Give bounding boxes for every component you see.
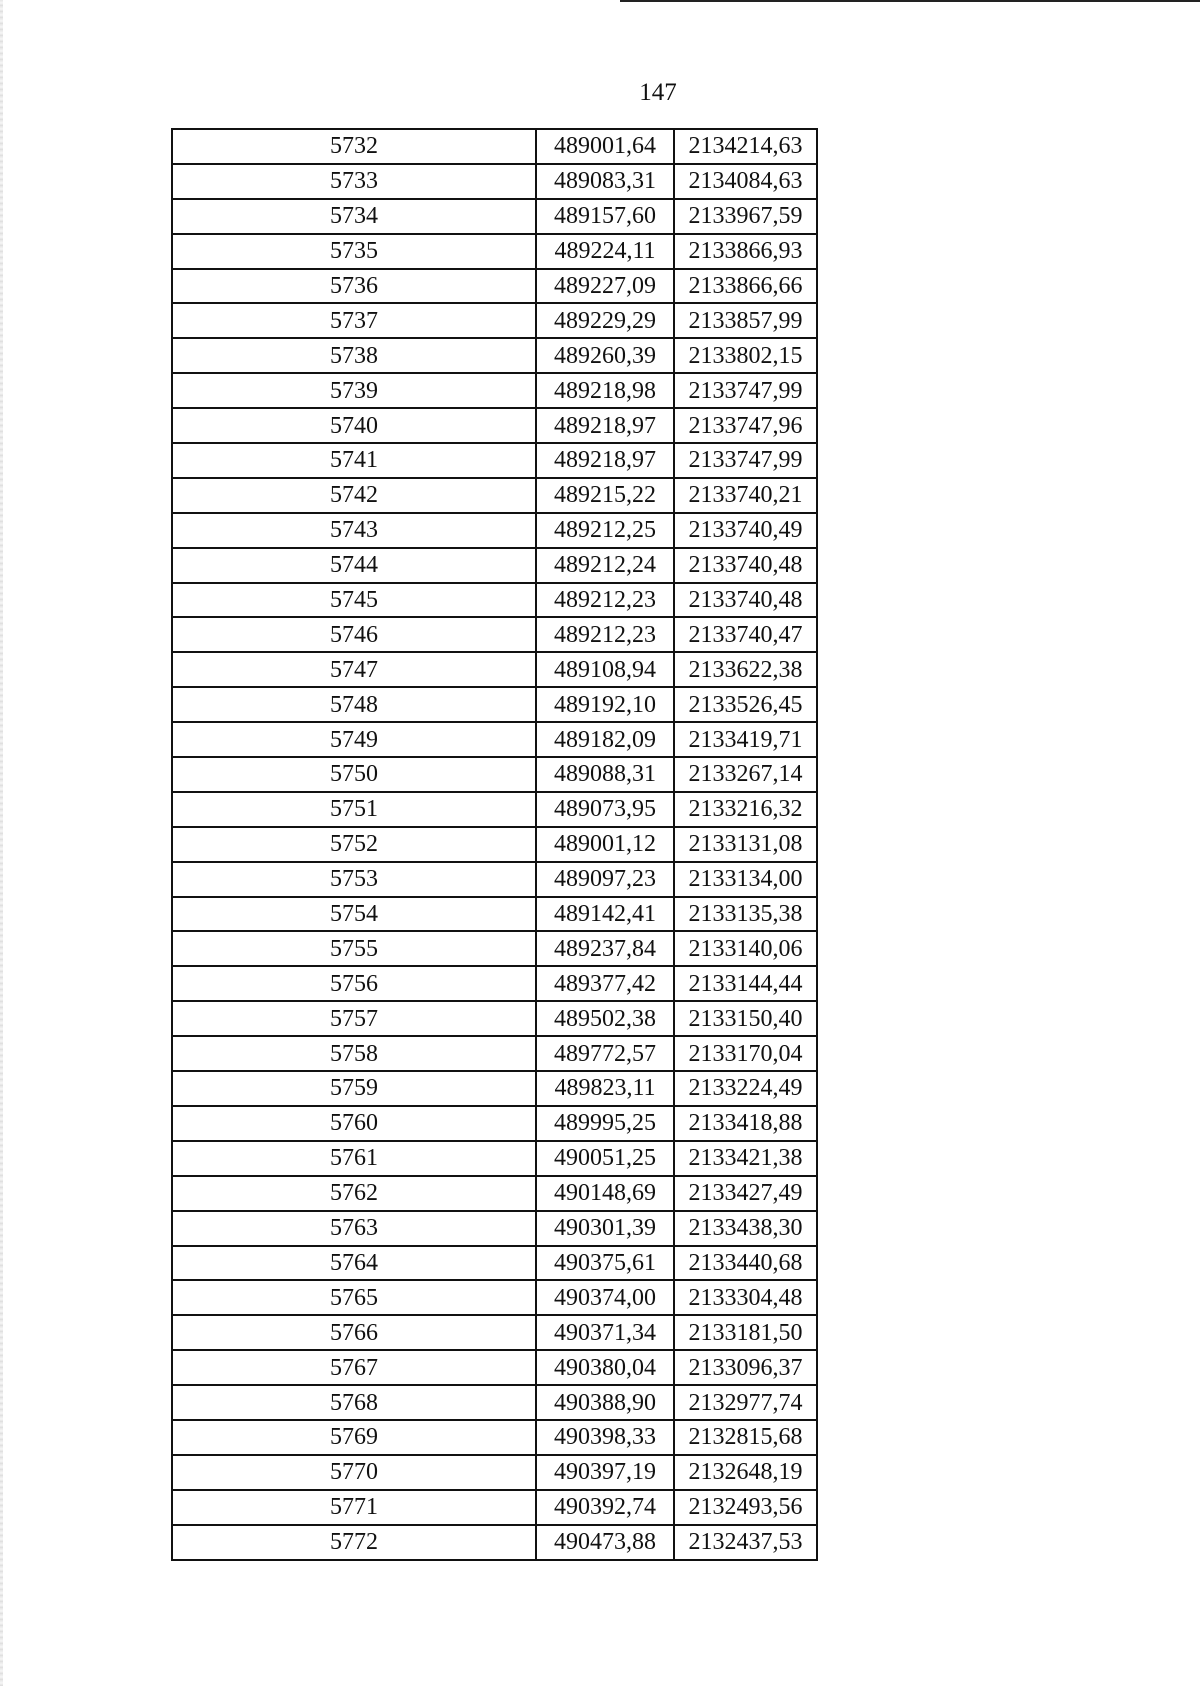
table-row <box>172 1106 817 1141</box>
x-coordinate-cell: 489212,25 <box>536 513 674 548</box>
point-number-cell: 5767 <box>172 1350 536 1385</box>
y-coordinate-cell: 2133866,93 <box>674 234 817 269</box>
coordinates-table <box>171 128 818 1561</box>
y-coordinate-cell: 2133440,68 <box>674 1246 817 1281</box>
y-coordinate-cell: 2133802,15 <box>674 338 817 373</box>
x-coordinate-cell: 489227,09 <box>536 269 674 304</box>
table-row <box>172 931 817 966</box>
y-coordinate-cell: 2133267,14 <box>674 757 817 792</box>
y-coordinate-cell: 2133421,38 <box>674 1141 817 1176</box>
x-coordinate-cell: 489224,11 <box>536 234 674 269</box>
x-coordinate-cell: 490392,74 <box>536 1490 674 1525</box>
table-row <box>172 687 817 722</box>
point-number-cell: 5759 <box>172 1071 536 1106</box>
y-coordinate-cell: 2133857,99 <box>674 303 817 338</box>
point-number-cell: 5738 <box>172 338 536 373</box>
point-number-cell: 5750 <box>172 757 536 792</box>
y-coordinate-cell: 2133135,38 <box>674 897 817 932</box>
x-coordinate-cell: 489088,31 <box>536 757 674 792</box>
y-coordinate-cell: 2133740,48 <box>674 548 817 583</box>
x-coordinate-cell: 490148,69 <box>536 1176 674 1211</box>
point-number-cell: 5771 <box>172 1490 536 1525</box>
x-coordinate-cell: 489502,38 <box>536 1001 674 1036</box>
x-coordinate-cell: 489212,24 <box>536 548 674 583</box>
point-number-cell: 5764 <box>172 1246 536 1281</box>
x-coordinate-cell: 489377,42 <box>536 966 674 1001</box>
table-row <box>172 1176 817 1211</box>
y-coordinate-cell: 2133747,99 <box>674 373 817 408</box>
y-coordinate-cell: 2133170,04 <box>674 1036 817 1071</box>
table-row <box>172 1315 817 1350</box>
table-row <box>172 827 817 862</box>
point-number-cell: 5741 <box>172 443 536 478</box>
point-number-cell: 5765 <box>172 1280 536 1315</box>
y-coordinate-cell: 2133740,49 <box>674 513 817 548</box>
table-row <box>172 617 817 652</box>
point-number-cell: 5756 <box>172 966 536 1001</box>
point-number-cell: 5769 <box>172 1420 536 1455</box>
point-number-cell: 5734 <box>172 199 536 234</box>
table-row <box>172 1385 817 1420</box>
point-number-cell: 5745 <box>172 583 536 618</box>
point-number-cell: 5754 <box>172 897 536 932</box>
y-coordinate-cell: 2133144,44 <box>674 966 817 1001</box>
table-row <box>172 269 817 304</box>
top-border-line <box>620 0 1200 2</box>
x-coordinate-cell: 489218,98 <box>536 373 674 408</box>
table-row <box>172 1525 817 1560</box>
point-number-cell: 5760 <box>172 1106 536 1141</box>
table-row <box>172 1246 817 1281</box>
x-coordinate-cell: 490398,33 <box>536 1420 674 1455</box>
point-number-cell: 5732 <box>172 129 536 164</box>
y-coordinate-cell: 2133134,00 <box>674 862 817 897</box>
x-coordinate-cell: 490371,34 <box>536 1315 674 1350</box>
table-row <box>172 1071 817 1106</box>
y-coordinate-cell: 2133181,50 <box>674 1315 817 1350</box>
x-coordinate-cell: 490397,19 <box>536 1455 674 1490</box>
table-row <box>172 722 817 757</box>
y-coordinate-cell: 2133224,49 <box>674 1071 817 1106</box>
table-row <box>172 1350 817 1385</box>
x-coordinate-cell: 489108,94 <box>536 652 674 687</box>
y-coordinate-cell: 2133747,99 <box>674 443 817 478</box>
table-row <box>172 303 817 338</box>
y-coordinate-cell: 2133418,88 <box>674 1106 817 1141</box>
table-row <box>172 408 817 443</box>
x-coordinate-cell: 489218,97 <box>536 408 674 443</box>
y-coordinate-cell: 2133747,96 <box>674 408 817 443</box>
table-row <box>172 164 817 199</box>
x-coordinate-cell: 489001,64 <box>536 129 674 164</box>
y-coordinate-cell: 2132437,53 <box>674 1525 817 1560</box>
point-number-cell: 5758 <box>172 1036 536 1071</box>
point-number-cell: 5762 <box>172 1176 536 1211</box>
y-coordinate-cell: 2133427,49 <box>674 1176 817 1211</box>
point-number-cell: 5755 <box>172 931 536 966</box>
point-number-cell: 5768 <box>172 1385 536 1420</box>
x-coordinate-cell: 489212,23 <box>536 583 674 618</box>
point-number-cell: 5746 <box>172 617 536 652</box>
point-number-cell: 5740 <box>172 408 536 443</box>
scan-edge-artifact <box>0 0 3 1686</box>
y-coordinate-cell: 2133740,47 <box>674 617 817 652</box>
point-number-cell: 5753 <box>172 862 536 897</box>
x-coordinate-cell: 489097,23 <box>536 862 674 897</box>
x-coordinate-cell: 489001,12 <box>536 827 674 862</box>
x-coordinate-cell: 489182,09 <box>536 722 674 757</box>
table-row <box>172 1001 817 1036</box>
x-coordinate-cell: 489772,57 <box>536 1036 674 1071</box>
x-coordinate-cell: 489260,39 <box>536 338 674 373</box>
point-number-cell: 5770 <box>172 1455 536 1490</box>
point-number-cell: 5737 <box>172 303 536 338</box>
y-coordinate-cell: 2133131,08 <box>674 827 817 862</box>
y-coordinate-cell: 2133096,37 <box>674 1350 817 1385</box>
point-number-cell: 5736 <box>172 269 536 304</box>
page-number: 147 <box>639 79 677 106</box>
point-number-cell: 5748 <box>172 687 536 722</box>
x-coordinate-cell: 490473,88 <box>536 1525 674 1560</box>
x-coordinate-cell: 490388,90 <box>536 1385 674 1420</box>
x-coordinate-cell: 489995,25 <box>536 1106 674 1141</box>
point-number-cell: 5747 <box>172 652 536 687</box>
table-row <box>172 1490 817 1525</box>
table-row <box>172 1211 817 1246</box>
table-row <box>172 513 817 548</box>
x-coordinate-cell: 489192,10 <box>536 687 674 722</box>
table-row <box>172 1455 817 1490</box>
y-coordinate-cell: 2134214,63 <box>674 129 817 164</box>
x-coordinate-cell: 489157,60 <box>536 199 674 234</box>
y-coordinate-cell: 2132815,68 <box>674 1420 817 1455</box>
x-coordinate-cell: 489218,97 <box>536 443 674 478</box>
table-row <box>172 1420 817 1455</box>
point-number-cell: 5751 <box>172 792 536 827</box>
table-row <box>172 199 817 234</box>
x-coordinate-cell: 489142,41 <box>536 897 674 932</box>
point-number-cell: 5742 <box>172 478 536 513</box>
table-row <box>172 443 817 478</box>
point-number-cell: 5739 <box>172 373 536 408</box>
x-coordinate-cell: 489237,84 <box>536 931 674 966</box>
y-coordinate-cell: 2133438,30 <box>674 1211 817 1246</box>
table-row <box>172 1141 817 1176</box>
point-number-cell: 5772 <box>172 1525 536 1560</box>
x-coordinate-cell: 490051,25 <box>536 1141 674 1176</box>
table-row <box>172 862 817 897</box>
point-number-cell: 5744 <box>172 548 536 583</box>
table-row <box>172 966 817 1001</box>
x-coordinate-cell: 490380,04 <box>536 1350 674 1385</box>
table-row <box>172 757 817 792</box>
y-coordinate-cell: 2132977,74 <box>674 1385 817 1420</box>
y-coordinate-cell: 2133419,71 <box>674 722 817 757</box>
point-number-cell: 5763 <box>172 1211 536 1246</box>
y-coordinate-cell: 2132493,56 <box>674 1490 817 1525</box>
x-coordinate-cell: 489215,22 <box>536 478 674 513</box>
x-coordinate-cell: 490301,39 <box>536 1211 674 1246</box>
table-row <box>172 234 817 269</box>
table-row <box>172 1280 817 1315</box>
point-number-cell: 5735 <box>172 234 536 269</box>
point-number-cell: 5766 <box>172 1315 536 1350</box>
y-coordinate-cell: 2133140,06 <box>674 931 817 966</box>
y-coordinate-cell: 2134084,63 <box>674 164 817 199</box>
table-row <box>172 1036 817 1071</box>
table-row <box>172 548 817 583</box>
x-coordinate-cell: 489212,23 <box>536 617 674 652</box>
table-row <box>172 478 817 513</box>
x-coordinate-cell: 490375,61 <box>536 1246 674 1281</box>
table-row <box>172 897 817 932</box>
point-number-cell: 5733 <box>172 164 536 199</box>
table-row <box>172 652 817 687</box>
x-coordinate-cell: 489823,11 <box>536 1071 674 1106</box>
x-coordinate-cell: 490374,00 <box>536 1280 674 1315</box>
table-row <box>172 129 817 164</box>
table-row <box>172 338 817 373</box>
table-row <box>172 373 817 408</box>
y-coordinate-cell: 2133967,59 <box>674 199 817 234</box>
y-coordinate-cell: 2133740,21 <box>674 478 817 513</box>
point-number-cell: 5757 <box>172 1001 536 1036</box>
x-coordinate-cell: 489229,29 <box>536 303 674 338</box>
point-number-cell: 5752 <box>172 827 536 862</box>
point-number-cell: 5749 <box>172 722 536 757</box>
y-coordinate-cell: 2133150,40 <box>674 1001 817 1036</box>
x-coordinate-cell: 489073,95 <box>536 792 674 827</box>
y-coordinate-cell: 2132648,19 <box>674 1455 817 1490</box>
y-coordinate-cell: 2133216,32 <box>674 792 817 827</box>
table-row <box>172 792 817 827</box>
coordinates-table-body <box>172 129 817 1560</box>
point-number-cell: 5761 <box>172 1141 536 1176</box>
y-coordinate-cell: 2133866,66 <box>674 269 817 304</box>
y-coordinate-cell: 2133526,45 <box>674 687 817 722</box>
table-row <box>172 583 817 618</box>
x-coordinate-cell: 489083,31 <box>536 164 674 199</box>
y-coordinate-cell: 2133304,48 <box>674 1280 817 1315</box>
y-coordinate-cell: 2133740,48 <box>674 583 817 618</box>
point-number-cell: 5743 <box>172 513 536 548</box>
y-coordinate-cell: 2133622,38 <box>674 652 817 687</box>
